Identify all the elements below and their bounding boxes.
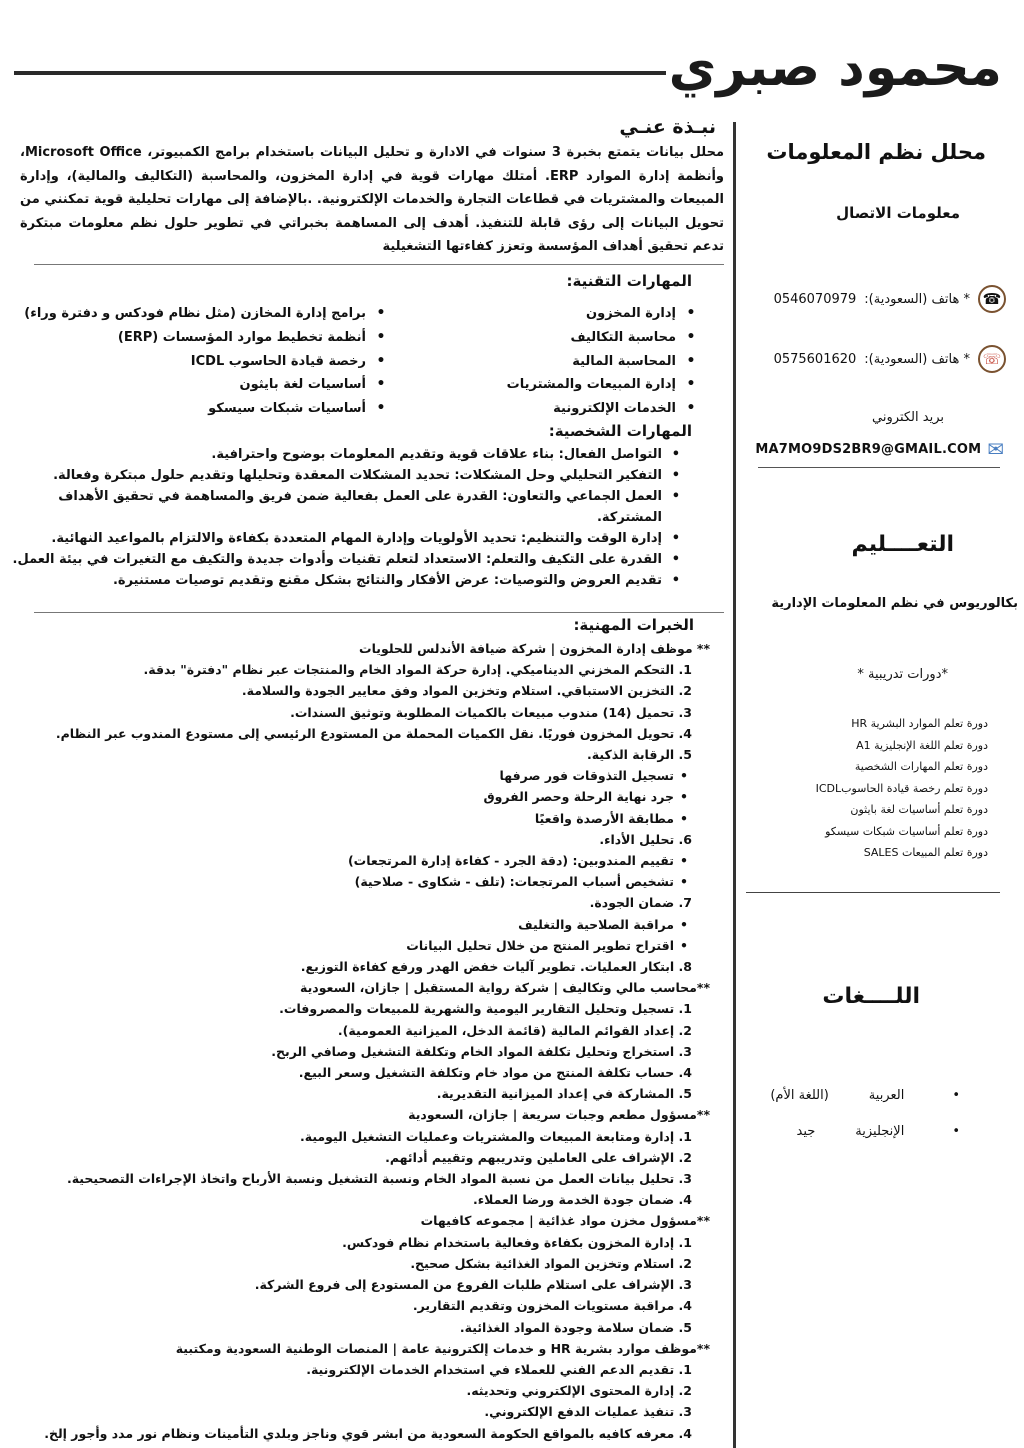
job-title: محلل نظم المعلومات	[766, 140, 986, 164]
phone-icon: ☎	[978, 285, 1006, 313]
experience-role-heading: **مسؤول مخزن مواد غذائية | مجموعه كافيهات	[420, 1213, 710, 1229]
sidebar-divider-languages	[746, 892, 1000, 893]
phone-icon: ☏	[978, 345, 1006, 373]
contact-title: معلومات الاتصال	[836, 204, 960, 222]
experience-sub-item: • تقييم المندوبين: (دقة الجرد - كفاءة إدارة المرتجعات)	[8, 850, 710, 871]
experience-item: 4. معرفه كافيه بالمواقع الحكومة السعودية من ابشر قوي وناجز وبلدي التأمينات ونظام نور مدد وأجور إلخ.	[44, 1425, 692, 1441]
tech-skill-item: • المحاسبة المالية	[396, 350, 706, 374]
tech-skill-item: • أساسيات لغة بايثون	[20, 373, 396, 397]
experience-item: 2. استلام وتخزين المواد الغذائية بشكل صحيح.	[410, 1255, 692, 1271]
soft-skill-item: • التواصل الفعال: بناء علاقات قوية وتقديم المعلومات بوضوح واحترافية.	[6, 444, 684, 465]
tech-skill-item: • الخدمات الإلكترونية	[396, 397, 706, 421]
email-link[interactable]: MA7MO9DS2BR9@GMAIL.COM	[755, 441, 982, 457]
course-item: دورة تعلم اللغة الإنجليزية A1	[856, 738, 988, 752]
languages-title: اللــــغات	[822, 984, 920, 1009]
phone-number[interactable]: 0546070979	[773, 291, 857, 307]
experience-item: 5. الرقابة الذكية.	[587, 747, 692, 763]
experience-item: 4. مراقبة مستويات المخزون وتقديم التقارير.	[412, 1298, 692, 1314]
experience-item: 2. الإشراف على العاملين وتدريبهم وتقييم أدائهم.	[385, 1149, 692, 1165]
experience-title: الخبرات المهنية:	[573, 616, 694, 634]
experience-item: 1. التحكم المخزني الديناميكي. إدارة حركة المواد الخام والمنتجات عبر نظام "دفترة" بدقة.	[143, 662, 692, 678]
education-title: التعــــليم	[851, 532, 954, 557]
tech-skills-col-right	[396, 302, 706, 421]
experience-sub-item: • مراقبة الصلاحية والتغليف	[8, 914, 710, 935]
degree: بكالوريوس في نظم المعلومات الإدارية	[771, 596, 1018, 611]
soft-skill-item: • التفكير التحليلي وحل المشكلات: تحديد المشكلات المعقدة وتحليلها وتقديم حلول مبتكرة وفعالة.	[6, 465, 684, 486]
email-label: بريد الكتروني	[872, 410, 944, 425]
phone-row-2	[774, 344, 1006, 374]
email-row	[755, 437, 1004, 461]
course-item: دورة تعلم المهارات الشخصية	[854, 760, 988, 773]
language-item	[770, 1114, 960, 1150]
experience-item: 3. تنفيذ عمليات الدفع الإلكتروني.	[484, 1404, 692, 1420]
experience-item: 4. تحويل المخزون فوريًا. نقل الكميات المحملة من المستودع الرئيسي إلى مستودع المندوب عبر النظام.	[55, 725, 692, 741]
phone-label: * هاتف (السعودية):	[864, 351, 970, 367]
experience-item: 1. تقديم الدعم الفني للعملاء في استخدام الخدمات الإلكترونية.	[306, 1361, 692, 1377]
experience-item: 8. ابتكار العمليات. تطوير آليات خفض الهدر ورفع كفاءة التوزيع.	[300, 959, 692, 975]
experience-item: 3. الإشراف على استلام طلبات الفروع من المستودع إلى فروع الشركة.	[254, 1277, 692, 1293]
courses-title: *دورات تدريبية *	[857, 667, 948, 682]
phone-label: * هاتف (السعودية):	[864, 291, 970, 307]
experience-sub-item: • اقتراح تطوير المنتج من خلال تحليل البيانات	[8, 935, 710, 956]
experience-item: 7. ضمان الجودة.	[589, 895, 692, 911]
experience-item: 4. حساب تكلفة المنتج من مواد خام وتكلفة التشغيل وسعر البيع.	[298, 1065, 692, 1081]
sidebar-divider	[733, 122, 736, 1448]
experience-item: 3. تحليل بيانات العمل من نسبة المواد الخام ونسبة التشغيل ونسبة الأرباح واتخاذ الإجراءات التصحيحية.	[66, 1171, 692, 1187]
phone-row-1	[774, 284, 1006, 314]
envelope-icon: ✉	[987, 437, 1004, 461]
course-item: دورة تعلم رخصة قيادة الحاسوبICDL	[815, 781, 988, 795]
experience-item: 1. إدارة المخزون بكفاءة وفعالية باستخدام نظام فودكس.	[342, 1234, 692, 1250]
experience-item: 4. ضمان جودة الخدمة ورضا العملاء.	[473, 1192, 692, 1208]
experience-sub-item: • تسجيل التذوقات فور صرفها	[8, 765, 710, 786]
soft-skills-title: المهارات الشخصية:	[548, 422, 692, 440]
experience-item: 1. تسجيل وتحليل التقارير اليومية والشهرية للمبيعات والمصروفات.	[279, 1001, 692, 1017]
about-text: محلل بيانات يتمتع بخبرة 3 سنوات في الادارة و تحليل البيانات باستخدام برامج الكمبيوتر، Microsoft Office، وأنظمة إدارة الموارد ERP. أمتلك مهارات قوية في إدارة المخزون، والمحاسبة (التكاليف والمالية)، وإدارة المبيعات والمشتريات في قطاعات التجارة والخدمات الإلكترونية. .بالإضافة إلى مهارات تحليلية قوية تمكنني من تحويل البيانات إلى رؤى قابلة للتنفيذ. أهدف إلى المساهمة بخبراتي في تطوير حلول نظم معلومات مبتكرة تدعم تحقيق أهداف المؤسسة وتعزز كفاءتها التشغيلية	[20, 145, 724, 254]
about-title: نبـذة عنـي	[619, 116, 716, 138]
email-divider	[758, 467, 1000, 468]
courses-list	[816, 713, 988, 864]
tech-skills-grid	[20, 302, 706, 421]
language-level: (اللغة الأم)	[770, 1088, 829, 1103]
experience-divider	[34, 612, 724, 613]
phone-number[interactable]: 0575601620	[773, 351, 857, 367]
tech-skill-item: • محاسبة التكاليف	[396, 326, 706, 350]
soft-skill-item: • تقديم العروض والتوصيات: عرض الأفكار والنتائج بشكل مقنع وتقديم توصيات مستنيرة.	[6, 570, 684, 591]
tech-skill-item: • برامج إدارة المخازن (مثل نظام فودكس و دفترة وراء)	[20, 302, 396, 326]
tech-skill-item: • أنظمة تخطيط موارد المؤسسات (ERP)	[20, 326, 396, 350]
language-name: • العربية	[868, 1088, 905, 1103]
candidate-name: محمود صبري	[668, 38, 1002, 98]
experience-item: 3. استخراج وتحليل تكلفة المواد الخام وتكلفة التشغيل وصافي الربح.	[271, 1043, 692, 1059]
tech-skills-title: المهارات التقنية:	[566, 272, 692, 290]
experience-item: 5. المشاركة في إعداد الميزانية التقديرية.	[436, 1086, 692, 1102]
languages-list	[770, 1078, 960, 1150]
course-item: دورة تعلم الموارد البشرية HR	[851, 717, 988, 730]
experience-role-heading: **محاسب مالي وتكاليف | شركة رواية المستقبل | جازان، السعودية	[300, 980, 710, 996]
tech-skill-item: • إدارة المبيعات والمشتريات	[396, 373, 706, 397]
soft-skill-item: • القدرة على التكيف والتعلم: الاستعداد لتعلم تقنيات وأدوات جديدة والتكيف مع التغيرات في بيئة العمل.	[6, 549, 684, 570]
header-rule	[14, 71, 666, 75]
experience-item: 2. إعداد القوائم المالية (قائمة الدخل، الميزانية العمومية).	[337, 1022, 692, 1038]
soft-skills-list	[6, 444, 684, 591]
experience-sub-item: • تشخيص أسباب المرتجعات: (تلف - شكاوى - صلاحية)	[8, 871, 710, 892]
tech-skill-item: • أساسيات شبكات سيسكو	[20, 397, 396, 421]
experience-sub-item: • مطابقة الأرصدة واقعيًا	[8, 808, 710, 829]
language-name: • الإنجليزية	[855, 1124, 905, 1139]
course-item: دورة تعلم أساسيات شبكات سيسكو	[825, 824, 988, 838]
soft-skill-item: • العمل الجماعي والتعاون: القدرة على العمل بفعالية ضمن فريق والمساهمة في تحقيق الأهداف المشتركة.	[6, 486, 684, 528]
experience-item: 3. تحميل (14) مندوب مبيعات بالكميات المطلوبة وتوثيق السندات.	[290, 704, 692, 720]
about-divider	[34, 264, 724, 265]
experience-sub-item: • جرد نهاية الرحلة وحصر الفروق	[8, 786, 710, 807]
experience-item: 2. إدارة المحتوى الإلكتروني وتحديثه.	[466, 1383, 692, 1399]
tech-skills-col-left	[20, 302, 396, 421]
language-level: جيد	[796, 1124, 816, 1139]
experience-item: 2. التخزين الاستباقي. استلام وتخزين المواد وفق معايير الجودة والسلامة.	[241, 683, 692, 699]
course-item: دورة تعلم المبيعات SALES	[863, 846, 988, 859]
experience-list	[8, 638, 710, 1444]
experience-role-heading: **مسؤول مطعم وجبات سريعة | جازان، السعودية	[408, 1107, 710, 1123]
soft-skill-item: • إدارة الوقت والتنظيم: تحديد الأولويات وإدارة المهام المتعددة بكفاءة والالتزام بالمواعيد النهائية.	[6, 528, 684, 549]
experience-role-heading: **موظف موارد بشرية HR و خدمات إلكترونية عامة | المنصات الوطنية السعودية ومكتبية	[175, 1340, 710, 1356]
experience-item: 6. تحليل الأداء.	[599, 831, 692, 847]
tech-skill-item: • إدارة المخزون	[396, 302, 706, 326]
experience-item: 5. ضمان سلامة وجودة المواد الغذائية.	[459, 1319, 692, 1335]
experience-role-heading: ** موظف إدارة المخزون | شركة ضيافة الأندلس للحلويات	[359, 641, 710, 656]
language-item	[770, 1078, 960, 1114]
experience-item: 1. إدارة ومتابعة المبيعات والمشتريات وعمليات التشغيل اليومية.	[299, 1128, 692, 1144]
course-item: دورة تعلم أساسيات لغة بايثون	[850, 803, 988, 816]
tech-skill-item: • رخصة قيادة الحاسوب ICDL	[20, 350, 396, 374]
